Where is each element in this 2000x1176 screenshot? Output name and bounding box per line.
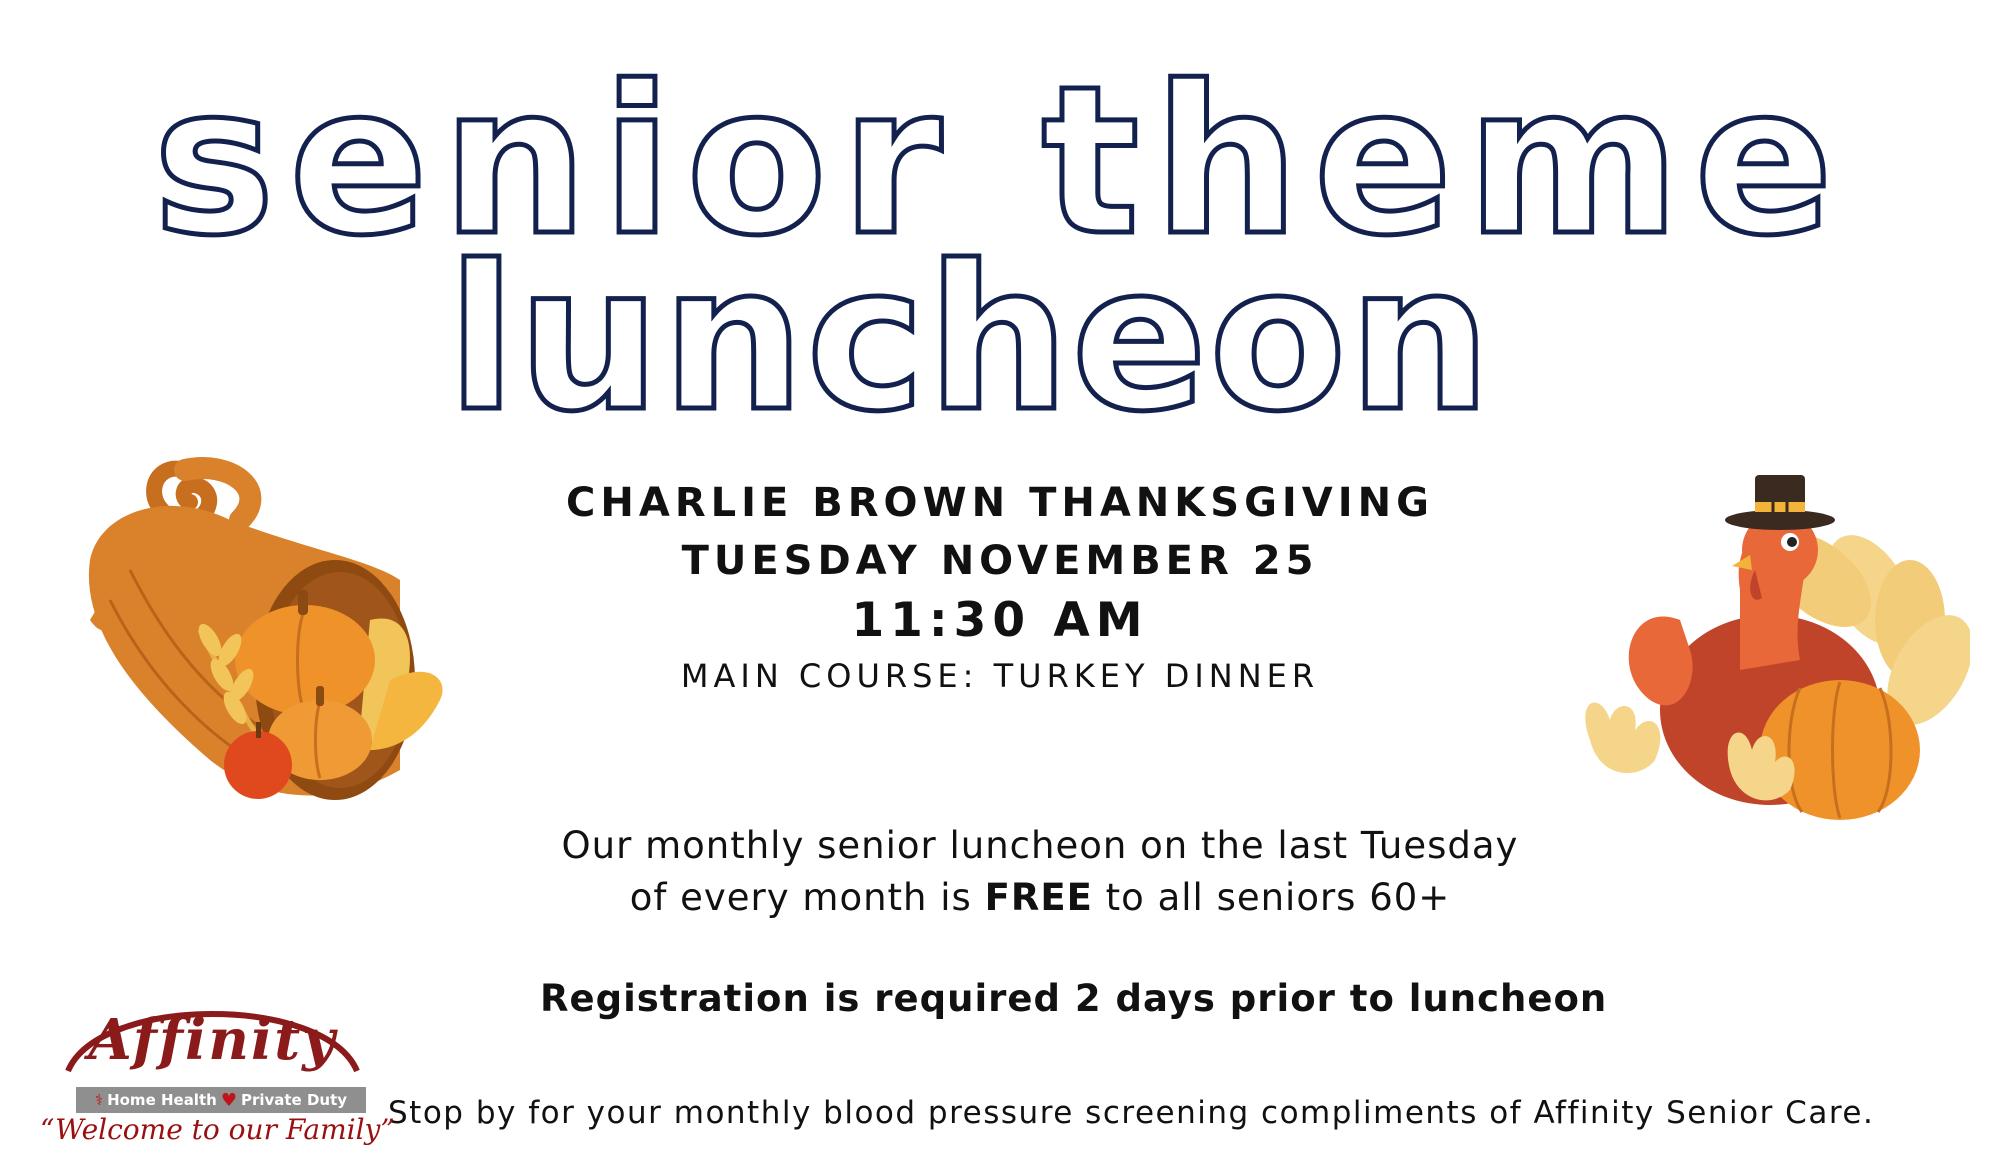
logo-tagline: “Welcome to our Family”: [40, 1113, 395, 1146]
logo-services-bar: [76, 1087, 366, 1113]
description-line-2-start: of every month is: [629, 876, 985, 919]
description: [540, 820, 1540, 924]
event-date: TUESDAY NOVEMBER 25: [681, 538, 1319, 584]
event-theme: CHARLIE BROWN THANKSGIVING: [566, 480, 1434, 526]
logo-service-home-health: Home Health: [107, 1091, 217, 1109]
description-line-2-end: to all seniors 60+: [1092, 876, 1451, 919]
description-line-2: [540, 872, 1540, 924]
blood-pressure-notice: Stop by for your monthly blood pressure screening compliments of Affinity Senior Care.: [388, 1095, 1875, 1131]
free-highlight: FREE: [984, 876, 1093, 919]
logo-service-private-duty: Private Duty: [240, 1091, 348, 1109]
registration-notice: Registration is required 2 days prior to luncheon: [540, 977, 1608, 1020]
stethoscope-icon: ⚕: [94, 1091, 104, 1109]
description-line-1: Our monthly senior luncheon on the last Tuesday: [561, 824, 1519, 867]
cornucopia-illustration: [70, 450, 470, 820]
main-course: MAIN COURSE: TURKEY DINNER: [680, 657, 1320, 695]
event-time: 11:30 AM: [851, 593, 1149, 648]
logo-name: Affinity: [88, 1007, 337, 1073]
title-line-2: luncheon: [447, 223, 1493, 456]
affinity-logo: [40, 985, 395, 1146]
turkey-illustration: [1570, 470, 1970, 830]
title-line-1: senior theme: [152, 43, 1848, 281]
heart-icon: ♥: [220, 1089, 237, 1111]
